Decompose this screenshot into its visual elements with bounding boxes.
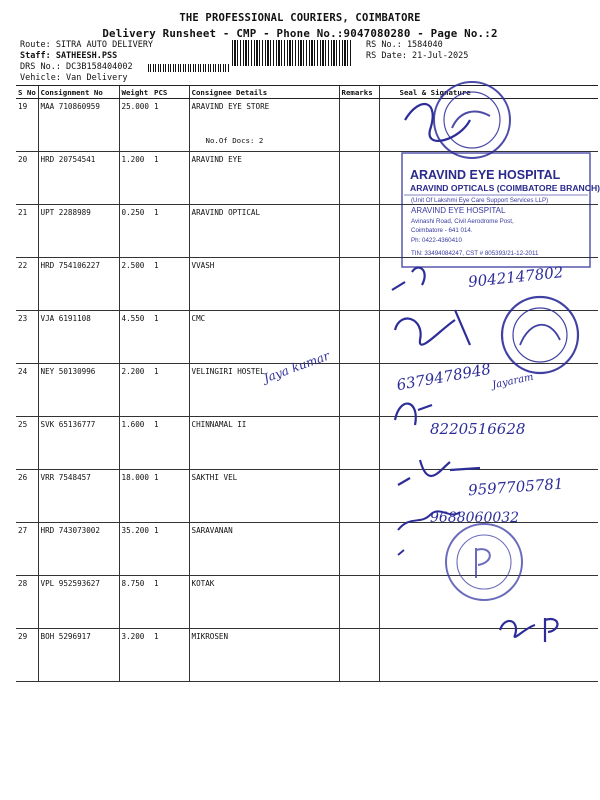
cell-weight: 18.000 [119,470,152,523]
cell-consignment: HRD 754106227 [38,258,119,311]
handwritten-phone-4: 9597705781 [467,474,564,500]
col-sno: S No [16,86,38,99]
rs-date: RS Date: 21-Jul-2025 [366,51,469,61]
cell-sno: 22 [16,258,38,311]
cell-weight: 1.200 [119,152,152,205]
cell-consignee: SARAVANAN [189,523,339,576]
stamp-subtitle: ARAVIND OPTICALS (COIMBATORE BRANCH) [410,183,600,193]
cell-consignment: MAA 710860959 [38,99,119,152]
cell-consignment: NEY 50130996 [38,364,119,417]
cell-consignee: CHINNAMAL II [189,417,339,470]
medical-round-stamp-icon [502,297,578,373]
stamp-line-1: (Unit Of Lakshmi Eye Care Support Services LLP) [411,197,549,204]
cell-consignment: VRR 7548457 [38,470,119,523]
stamp-line-2: ARAVIND EYE HOSPITAL [411,206,506,215]
rs-number: RS No.: 1584040 [366,40,443,50]
stamp-line-5: Ph: 0422-4360410 [411,237,462,244]
cell-pcs: 1 [152,470,189,523]
cell-pcs: 1 [152,99,189,152]
col-consignee: Consignee Details [189,86,339,99]
route-text: Route: SITRA AUTO DELIVERY [20,40,154,50]
cell-weight: 25.000 [119,99,152,152]
cell-pcs: 1 [152,576,189,629]
cell-weight: 0.250 [119,205,152,258]
handwritten-phone-3: 8220516628 [430,420,526,438]
stamp-title: ARAVIND EYE HOSPITAL [410,168,561,182]
cell-consignment: BOH 5296917 [38,629,119,682]
stamp-line-3: Avinashi Road, Civil Aerodrome Post, [411,218,514,225]
cell-sno: 19 [16,99,38,152]
cell-pcs: 1 [152,417,189,470]
cell-sno: 20 [16,152,38,205]
round-stamp-icon [434,82,510,158]
vehicle-text: Vehicle: Van Delivery [20,73,128,83]
cell-consignee: ARAVIND OPTICAL [189,205,339,258]
cell-consignee: CMC [189,311,339,364]
cell-weight: 3.200 [119,629,152,682]
signature-scribble-3 [395,404,432,425]
col-consignment: Consignment No [38,86,119,99]
cell-consignee: KOTAK [189,576,339,629]
handwritten-receiver-name-2: Jayaram [491,371,535,392]
cell-pcs: 1 [152,152,189,205]
cell-consignment: SVK 65136777 [38,417,119,470]
handwritten-phone-2: 6379478948 [395,359,493,395]
consignee-name: ARAVIND EYE STORE [191,102,270,111]
cell-pcs: 1 [152,364,189,417]
cell-sno: 23 [16,311,38,364]
bank-round-stamp-icon [446,524,522,600]
col-remarks: Remarks [339,86,379,99]
col-seal: Seal & Signature [379,86,598,99]
signature-scribble-2 [395,310,470,345]
cell-weight: 2.500 [119,258,152,311]
signature-scribble-7 [392,268,425,290]
handwritten-phone-5: 9688060032 [430,510,520,526]
cell-consignee: MIKROSEN [189,629,339,682]
cell-sno: 24 [16,364,38,417]
cell-weight: 8.750 [119,576,152,629]
drs-text: DRS No.: DC3B158404002 [20,62,133,72]
docs-count: No.Of Docs: 2 [205,136,264,145]
col-pcs: PCS [152,86,189,99]
cell-sno: 27 [16,523,38,576]
cell-consignee: VVASH [189,258,339,311]
cell-consignee: SAKTHI VEL [189,470,339,523]
cell-consignment: HRD 20754541 [38,152,119,205]
cell-pcs: 1 [152,523,189,576]
cell-sno: 29 [16,629,38,682]
cell-pcs: 1 [152,629,189,682]
cell-sno: 21 [16,205,38,258]
cell-pcs: 1 [152,311,189,364]
cell-consignment: UPT 2288989 [38,205,119,258]
cell-consignment: VPL 952593627 [38,576,119,629]
cell-pcs: 1 [152,258,189,311]
col-weight: Weight [119,86,152,99]
cell-pcs: 1 [152,205,189,258]
signature-scribble-6 [500,618,557,642]
cell-consignee: VELINGIRI HOSTEL [189,364,339,417]
company-title: THE PROFESSIONAL COURIERS, COIMBATORE [179,12,421,24]
cell-consignment: HRD 743073002 [38,523,119,576]
cell-weight: 4.550 [119,311,152,364]
cell-weight: 35.200 [119,523,152,576]
cell-sno: 26 [16,470,38,523]
row28-dash-mark [398,550,404,555]
staff-text: Staff: SATHEESH.PSS [20,51,118,61]
cell-sno: 25 [16,417,38,470]
stamp-line-6: TIN: 33494084247, CST # 805393/21-12-2011 [411,250,539,257]
cell-consignee: ARAVIND EYE [189,152,339,205]
runsheet-subtitle: Delivery Runsheet - CMP - Phone No.:9047080280 - Page No.:2 [102,27,498,40]
handwritten-receiver-name: Jaya kumar [261,348,332,386]
handwritten-phone-1: 9042147802 [467,263,565,291]
stamp-line-4: Coimbatore - 641 014. [411,227,473,234]
cell-weight: 1.600 [119,417,152,470]
cell-consignment: VJA 6191108 [38,311,119,364]
cell-sno: 28 [16,576,38,629]
cell-weight: 2.200 [119,364,152,417]
